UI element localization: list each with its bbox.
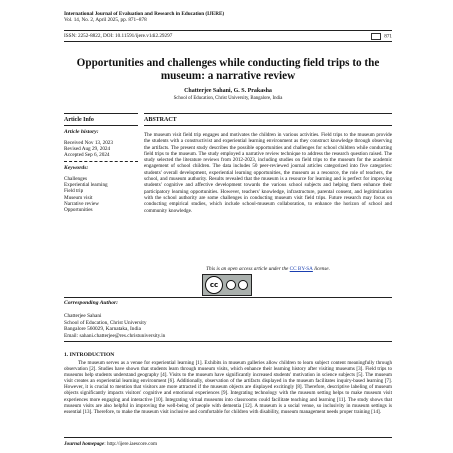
keyword: Experiential learning [64,182,108,189]
info-rule-mid [64,125,138,126]
info-rule-keywords [64,161,138,162]
corresponding-address: Bangalore 560029, Karnataka, India [64,326,141,333]
header-rule-2 [64,41,392,42]
introduction-text: The museum serves as a venue for experiential learning [1]. Exhibits in museum galleries allow children to learn subject content meaningfully through observation [2]. Studies have shown that students learn through museum visits, which enhance their learning history after visiting museums [3]. Field trips to museums help students understand geography [4]. Visits to the museum have significantly increased students' motivation in science subjects [5]. The museum visit creates an experiential learning environment [6]. Additionally, observation of the artifacts displayed in the museum facilitates inquiry-based learning [7]. However, it is crucial to mention that visitors are more attracted if the museum objects are displayed excitingly [8]. Therefore, descriptive labeling of museum objects significantly impacts visitors' cognitive and emotional experiences [9]. Integrating technology with the museum setting helps to make museum visit experiences more engaging and interactive [10]. Integrating virtual museums into classrooms could facilitate teaching and learning [11]. The study shows that museum visits are also helpful in improving the well-being of people with dementia [12]. A museum is a social venue, so inclusivity in museum settings is essential [13]. Therefore, to make the museum visit inclusive and comfortable for children with disability, museum management needs proper training [14]. [64,360,392,415]
paper-title [64,57,392,82]
corresponding-dept: School of Education, Christ University [64,319,147,326]
header-rule [64,30,392,31]
article-info-heading: Article Info [64,117,94,123]
info-rule-top [64,113,138,114]
received-date: Received Nov 13, 2023 [64,140,113,146]
journal-header [64,11,392,23]
keyword: Museum visit [64,194,93,201]
history-dates [64,140,113,159]
abstract-rule-top [144,113,392,114]
cc-attribution-icons [223,275,251,295]
by-icon [226,280,236,290]
keyword: Opportunities [64,207,93,214]
journal-name: International Journal of Evaluation and Research in Education (IJERE) [64,11,225,17]
title-line-1: Opportunities and challenges while conducting field trips to the [76,57,380,69]
footer-url[interactable]: : http://ijere.iaescore.com [104,441,158,447]
page-number [371,33,392,40]
corresponding-details [64,313,264,339]
accepted-date: Accepted Sep 6, 2024 [64,152,110,159]
corresponding-rule-bottom [64,341,392,342]
keyword: Challenges [64,176,88,182]
corresponding-rule-top [64,297,392,298]
abstract-rule-mid [144,125,392,126]
footer-label: Journal homepage [64,441,105,447]
history-label: Article history: [64,129,99,135]
abstract-heading: ABSTRACT [144,117,177,123]
keyword: Narrative review [64,200,99,207]
corresponding-label: Corresponding Author: [64,300,119,306]
corresponding-name: Chatterjee Sahani [64,313,102,319]
cc-icon: cc [205,276,223,294]
license-suffix: license. [312,266,330,272]
abstract-text: The museum visit field trip engages and motivates the children in various activities. Field trips to the museum provide the students with a constructivist and experiential learning environment as they construct knowledge through observing the artifacts. The present study describes the possible opportunities and challenges for school children while conducting field trips to the museum. The study employed a narrative review technique to address the research question raised. The study selected the literature reviews from 2012-2023, including studies on field trips to the museum for the academic engagement of school children. The data includes 50 peer-reviewed journal articles categorized into five categories: students' overall development, experiential learning opportunities, the museum as a resource, the role of teachers, the school, and museum authority. Results revealed that the museum is a resource for learning and is perfect for improving students' cognitive and affective development towards the various school subjects and helping them enhance their participatory learning opportunities. However, teachers' knowledge, infrastructure, parental consent, and legitimization with the school authority are some challenges in conducting museum visit field trips. Future research may focus on conducting empirical studies, which include school-museum collaboration, to enhance the horizon of school and community knowledge. [144,132,392,214]
corresponding-email[interactable]: Email: sahani.chatterjee@res.christuniversity.in [64,332,166,339]
sa-icon [238,280,248,290]
journal-footer [64,441,157,447]
journal-volume: Vol. 14, No. 2, April 2025, pp. 871~878 [64,17,147,24]
paper-authors: Chatterjee Sahani, G. S. Prakasha [184,88,272,94]
license-link[interactable]: CC BY-SA [289,266,313,272]
footer-rule [64,437,392,438]
cc-by-sa-badge[interactable] [202,274,252,296]
revised-date: Revised Aug 29, 2024 [64,146,111,153]
title-line-2: museum: a narrative review [160,69,296,82]
license-line [144,266,392,272]
journal-issn: ISSN: 2252-8822, DOI: 10.11591/ijere.v14i2.29297 [64,33,173,39]
keyword: Field trip [64,188,84,195]
page-icon [371,33,381,40]
paper-affiliation: School of Education, Christ University, Bangalore, India [173,96,283,101]
keywords-list [64,176,108,213]
license-prefix: This is an open access article under the [206,266,290,272]
keywords-label: Keywords: [64,165,89,171]
page-number-text: 871 [384,33,392,40]
introduction-heading: 1. INTRODUCTION [64,352,115,358]
